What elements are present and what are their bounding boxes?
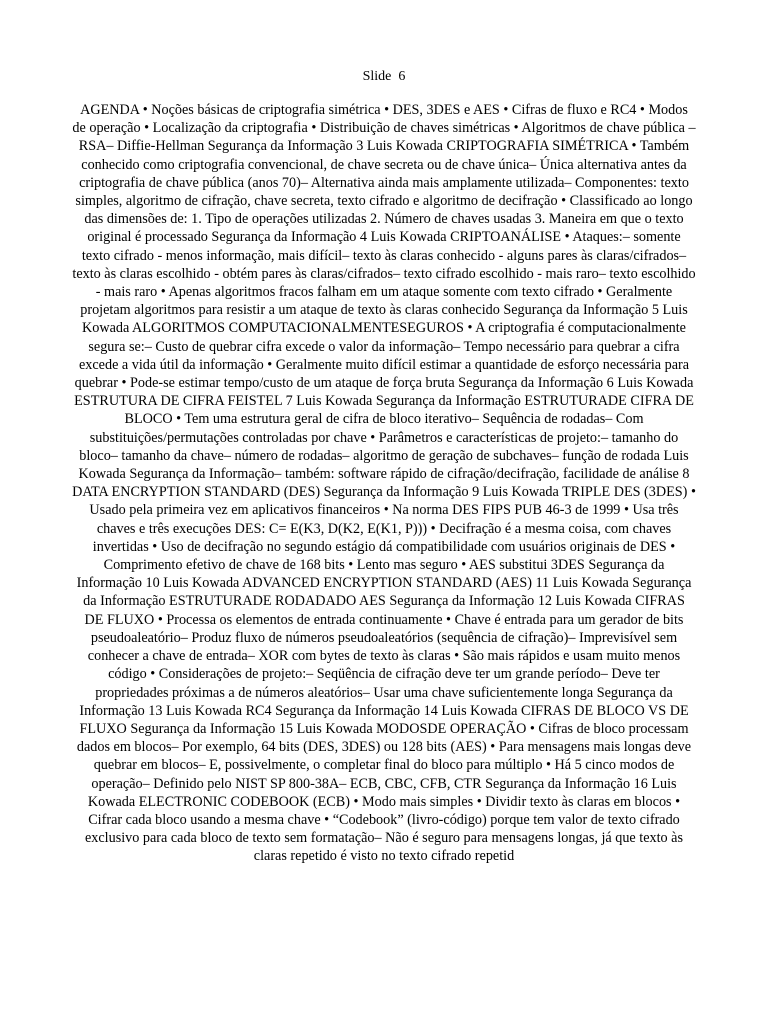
document-body-text: AGENDA • Noções básicas de criptografia simétrica • DES, 3DES e AES • Cifras de fluxo e RC4 • Modos de operação • Localização da criptografia • Distribuição de chaves simétricas • Algoritmos de chave pública – RSA– Diffie-Hellman Segurança da Informação 3 Luis Kowada CRIPTOGRAFIA SIMÉTRICA • Também conhecido como criptografia convencional, de chave secreta ou de chave única– Única alternativa antes da criptografia de chave pública (anos 70)– Alternativa ainda mais amplamente utilizada– Componentes: texto simples, algoritmo de cifração, chave secreta, texto cifrado e algoritmo de decifração • Classificado ao longo das dimensões de: 1. Tipo de operações utilizadas 2. Número de chaves usadas 3. Maneira em que o texto original é processado Segurança da Informação 4 Luis Kowada CRIPTOANÁLISE • Ataques:– somente texto cifrado - menos informação, mais difícil– texto às claras conhecido - alguns pares às claras/cifrados– texto às claras escolhido - obtém pares às claras/cifrados– texto cifrado escolhido - mais raro– texto escolhido - mais raro • Apenas algoritmos fracos falham em um ataque somente com texto cifrado • Geralmente projetam algoritmos para resistir a um ataque de texto às claras conhecido Segurança da Informação 5 Luis Kowada ALGORITMOS COMPUTACIONALMENTESEGUROS • A criptografia é computacionalmente segura se:– Custo de quebrar cifra excede o valor da informação– Tempo necessário para quebrar a cifra excede a vida útil da informação • Geralmente muito difícil estimar a quantidade de esforço necessária para quebrar • Pode-se estimar tempo/custo de um ataque de força bruta Segurança da Informação 6 Luis Kowada ESTRUTURA DE CIFRA FEISTEL 7 Luis Kowada Segurança da Informação ESTRUTURADE CIFRA DE BLOCO • Tem uma estrutura geral de cifra de bloco iterativo– Sequência de rodadas– Com substituições/permutações controladas por chave • Parâmetros e características de projeto:– tamanho do bloco– tamanho da chave– número de rodadas– algoritmo de geração de subchaves– função de rodada Luis Kowada Segurança da Informação– também: software rápido de cifração/decifração, facilidade de análise 8 DATA ENCRYPTION STANDARD (DES) Segurança da Informação 9 Luis Kowada TRIPLE DES (3DES) • Usado pela primeira vez em aplicativos financeiros • Na norma DES FIPS PUB 46-3 de 1999 • Usa três chaves e três execuções DES: C= E(K3, D(K2, E(K1, P))) • Decifração é a mesma coisa, com chaves invertidas • Uso de decifração no segundo estágio dá compatibilidade com usuários originais de DES • Comprimento efetivo de chave de 168 bits • Lento mas seguro • AES substitui 3DES Segurança da Informação 10 Luis Kowada ADVANCED ENCRYPTION STANDARD (AES) 11 Luis Kowada Segurança da Informação ESTRUTURADE RODADADO AES Segurança da Informação 12 Luis Kowada CIFRAS DE FLUXO • Processa os elementos de entrada continuamente • Chave é entrada para um gerador de bits pseudoaleatório– Produz fluxo de números pseudoaleatórios (sequência de cifração)– Imprevisível sem conhecer a chave de entrada– XOR com bytes de texto às claras • São mais rápidos e usam muito menos código • Considerações de projeto:– Seqüência de cifração deve ter um grande período– Deve ter propriedades próximas a de números aleatórios– Usar uma chave suficientemente longa Segurança da Informação 13 Luis Kowada RC4 Segurança da Informação 14 Luis Kowada CIFRAS DE BLOCO VS DE FLUXO Segurança da Informação 15 Luis Kowada MODOSDE OPERAÇÃO • Cifras de bloco processam dados em blocos– Por exemplo, 64 bits (DES, 3DES) ou 128 bits (AES) • Para mensagens mais longas deve quebrar em blocos– E, possivelmente, o completar final do bloco para múltiplo • Há 5 cinco modos de operação– Definido pelo NIST SP 800-38A– ECB, CBC, CFB, CTR Segurança da Informação 16 Luis Kowada ELECTRONIC CODEBOOK (ECB) • Modo mais simples • Dividir texto às claras em blocos • Cifrar cada bloco usando a mesma chave • “Codebook” (livro-código) porque tem valor de texto cifrado exclusivo para cada bloco de texto sem formatação– Não é seguro para mensagens longas, já que texto às claras repetido é visto no texto cifrado repetid (72, 102, 696, 865)
slide-label: Slide 6 (362, 69, 406, 84)
